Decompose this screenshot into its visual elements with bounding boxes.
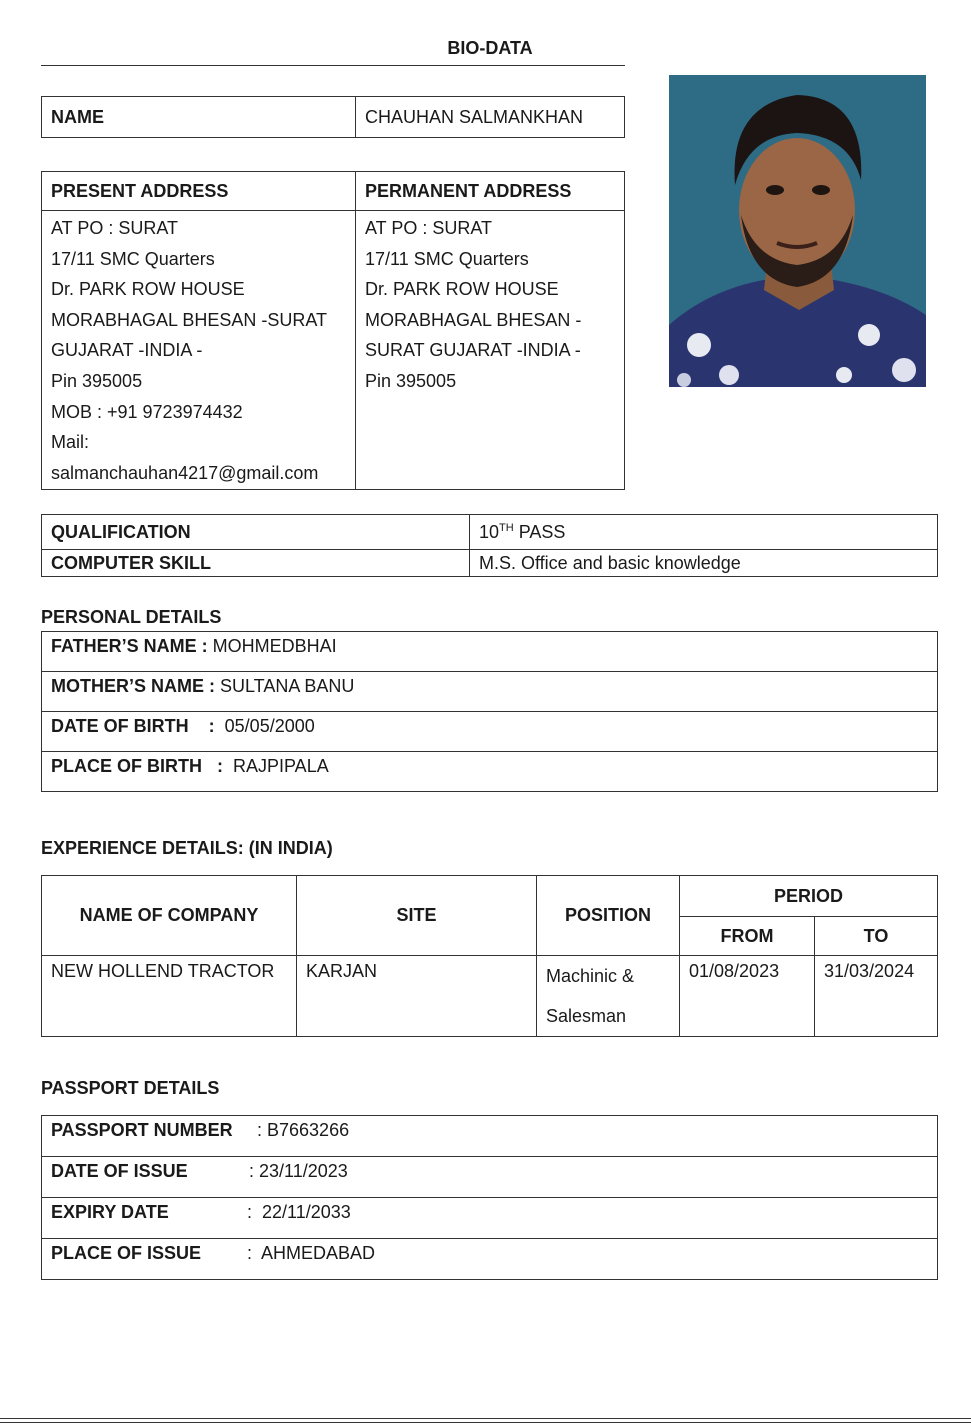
- present-address-label: PRESENT ADDRESS: [42, 172, 356, 211]
- name-table: [41, 96, 625, 138]
- present-address-line: AT PO : SURAT: [51, 218, 179, 238]
- company-cell: NEW HOLLEND TRACTOR: [42, 956, 297, 1037]
- personal-details-table: [41, 631, 938, 792]
- mother-name-label: MOTHER’S NAME :: [51, 676, 215, 696]
- passport-number-label: PASSPORT NUMBER: [51, 1120, 233, 1140]
- site-cell: KARJAN: [297, 956, 537, 1037]
- present-address-line: Pin 395005: [51, 370, 143, 391]
- footer-divider: [0, 1418, 971, 1419]
- period-column-header: PERIOD: [680, 876, 938, 917]
- mother-name-row: [42, 672, 938, 712]
- mother-name-value: SULTANA BANU: [215, 676, 355, 696]
- from-cell: 01/08/2023: [680, 956, 815, 1037]
- to-cell: 31/03/2024: [815, 956, 938, 1037]
- date-of-birth-label: DATE OF BIRTH :: [51, 716, 215, 736]
- present-address-line: Dr. PARK ROW HOUSE: [51, 279, 245, 300]
- qualification-value-text: PASS: [513, 521, 566, 542]
- permanent-address-line: 17/11 SMC Quarters: [365, 248, 529, 269]
- position-column-header: POSITION: [537, 876, 680, 956]
- present-address-line: GUJARAT -INDIA -: [51, 340, 203, 361]
- place-of-issue-value: : AHMEDABAD: [247, 1243, 376, 1263]
- expiry-date-row: [42, 1198, 938, 1239]
- qualification-value: [470, 515, 938, 550]
- permanent-address-line: MORABHAGAL BHESAN -: [365, 309, 582, 330]
- permanent-address-line: SURAT GUJARAT -INDIA -: [365, 340, 581, 361]
- present-address-line: 17/11 SMC Quarters: [51, 248, 215, 269]
- document-title: BIO-DATA: [447, 38, 533, 58]
- experience-heading: EXPERIENCE DETAILS: (IN INDIA): [41, 838, 333, 858]
- place-of-issue-row: [42, 1239, 938, 1280]
- profile-photo: [669, 75, 926, 387]
- company-column-header: NAME OF COMPANY: [42, 876, 297, 956]
- expiry-date-value: : 22/11/2033: [247, 1202, 351, 1222]
- passport-number-row: [42, 1116, 938, 1157]
- present-address: [42, 211, 356, 490]
- place-of-birth-label: PLACE OF BIRTH :: [51, 756, 223, 776]
- person-portrait-icon: [669, 75, 926, 387]
- position-line: Salesman: [546, 1006, 627, 1026]
- mail-label: Mail:: [51, 432, 90, 453]
- place-of-birth-row: [42, 752, 938, 792]
- date-of-birth-value: 05/05/2000: [214, 716, 315, 736]
- name-value: CHAUHAN SALMANKHAN: [356, 97, 625, 138]
- to-column-header: TO: [815, 917, 938, 956]
- present-address-line: MORABHAGAL BHESAN -SURAT: [51, 309, 328, 330]
- site-column-header: SITE: [297, 876, 537, 956]
- permanent-address-line: Pin 395005: [365, 370, 457, 391]
- from-column-header: FROM: [680, 917, 815, 956]
- title-underline: [41, 65, 625, 66]
- address-table: [41, 171, 625, 490]
- passport-number-value: : B7663266: [247, 1120, 350, 1140]
- father-name-row: [42, 632, 938, 672]
- date-of-birth-row: [42, 712, 938, 752]
- father-name-value: MOHMEDBHAI: [207, 636, 337, 656]
- permanent-address-label: PERMANENT ADDRESS: [356, 172, 625, 211]
- position-cell: [537, 956, 680, 1037]
- experience-table: [41, 875, 938, 1037]
- permanent-address-line: Dr. PARK ROW HOUSE: [365, 279, 559, 300]
- passport-heading: PASSPORT DETAILS: [41, 1078, 220, 1098]
- computer-skill-label: COMPUTER SKILL: [42, 550, 470, 577]
- permanent-address: [356, 211, 625, 490]
- date-of-issue-value: : 23/11/2023: [249, 1161, 348, 1181]
- qualification-label: QUALIFICATION: [42, 515, 470, 550]
- personal-details-heading: PERSONAL DETAILS: [41, 607, 222, 627]
- passport-table: [41, 1115, 938, 1280]
- qualification-value-number: 10: [479, 521, 500, 542]
- date-of-issue-row: [42, 1157, 938, 1198]
- permanent-address-line: AT PO : SURAT: [365, 218, 493, 238]
- qualification-table: [41, 514, 938, 577]
- expiry-date-label: EXPIRY DATE: [51, 1202, 169, 1222]
- place-of-issue-label: PLACE OF ISSUE: [51, 1243, 202, 1263]
- computer-skill-value: M.S. Office and basic knowledge: [470, 550, 938, 577]
- qualification-value-suffix: TH: [499, 521, 514, 534]
- father-name-label: FATHER’S NAME :: [51, 636, 208, 656]
- date-of-issue-label: DATE OF ISSUE: [51, 1161, 188, 1181]
- position-line: Machinic &: [546, 966, 635, 986]
- place-of-birth-value: RAJPIPALA: [223, 756, 329, 776]
- mobile-number: MOB : +91 9723974432: [51, 401, 243, 422]
- footer-divider: [0, 1422, 971, 1423]
- name-label: NAME: [42, 97, 356, 138]
- experience-row: [42, 956, 938, 1037]
- email-address: salmanchauhan4217@gmail.com: [51, 462, 319, 483]
